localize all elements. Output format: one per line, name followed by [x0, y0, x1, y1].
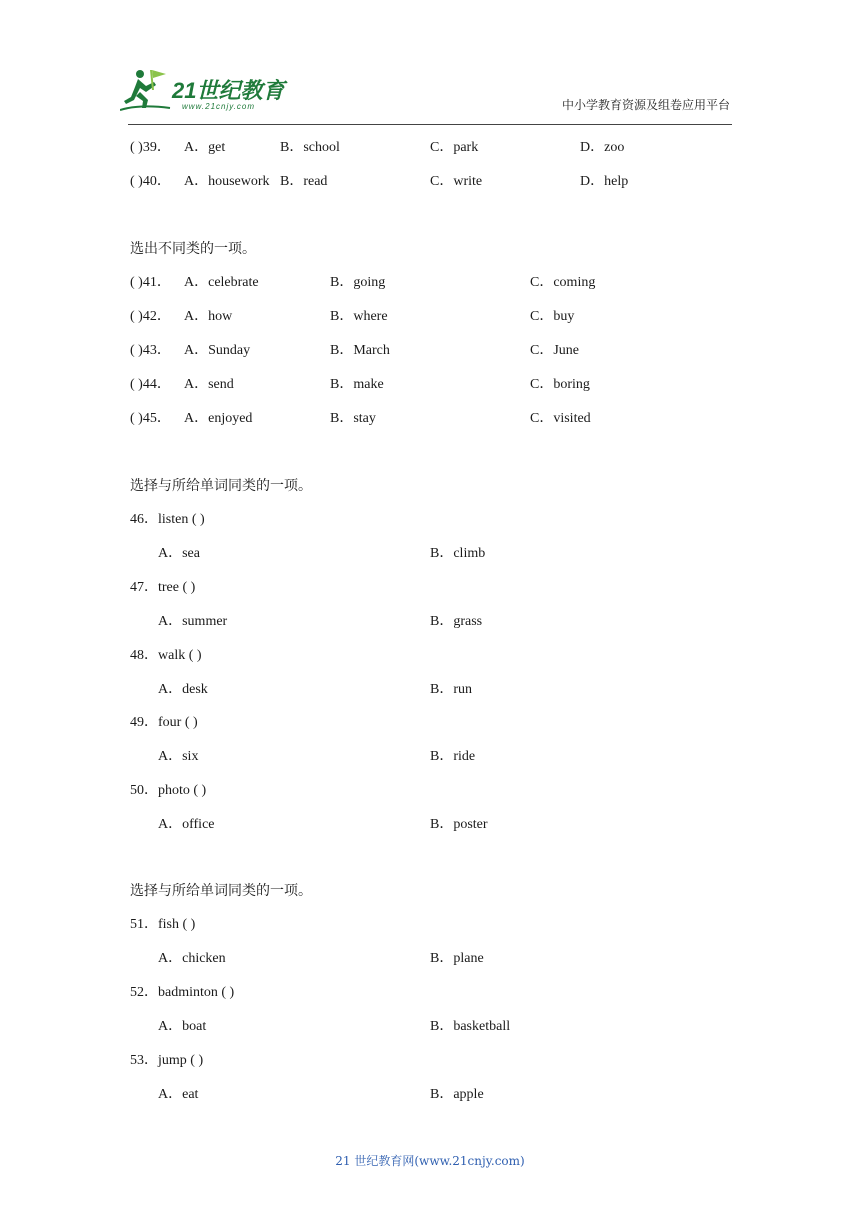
section-title-same-category: 选择与所给单词同类的一项。 — [130, 478, 312, 494]
option-b[interactable]: B．March — [330, 343, 390, 358]
option-c[interactable]: C．visited — [530, 411, 591, 426]
question-text: 49．four ( ) — [130, 715, 198, 730]
option-b[interactable]: B．make — [330, 377, 384, 392]
question-48 — [0, 646, 860, 666]
option-b[interactable]: B．grass — [430, 614, 483, 629]
question-number: ( )42． — [130, 309, 171, 324]
option-a[interactable]: A．desk — [158, 682, 208, 697]
header-tagline: 中小学教育资源及组卷应用平台 — [561, 98, 730, 112]
option-b[interactable]: B．going — [330, 275, 386, 290]
option-a[interactable]: A．boat — [158, 1019, 207, 1034]
logo-url: www.21cnjy.com — [182, 102, 255, 111]
question-text: 46．listen ( ) — [130, 512, 205, 527]
option-d[interactable]: D．help — [580, 174, 629, 189]
question-row-40 — [0, 172, 860, 192]
options-53 — [0, 1085, 860, 1105]
question-row-44 — [0, 375, 860, 395]
option-b[interactable]: B．climb — [430, 546, 486, 561]
option-b[interactable]: B．ride — [430, 749, 476, 764]
option-a[interactable]: A．housework — [184, 174, 270, 189]
page-footer[interactable]: 21 世纪教育网(www.21cnjy.com) — [335, 1154, 525, 1168]
option-a[interactable]: A．enjoyed — [184, 411, 253, 426]
option-a[interactable]: A．sea — [158, 546, 200, 561]
question-text: 48．walk ( ) — [130, 648, 202, 663]
option-b[interactable]: B．read — [280, 174, 328, 189]
question-51 — [0, 915, 860, 935]
question-text: 47．tree ( ) — [130, 580, 196, 595]
option-b[interactable]: B．plane — [430, 951, 484, 966]
option-a[interactable]: A．six — [158, 749, 199, 764]
question-number: ( )40． — [130, 174, 171, 189]
option-b[interactable]: B．basketball — [430, 1019, 511, 1034]
question-text: 51．fish ( ) — [130, 917, 196, 932]
option-a[interactable]: A．office — [158, 817, 215, 832]
question-47 — [0, 578, 860, 598]
question-row-39 — [0, 138, 860, 158]
option-a[interactable]: A．how — [184, 309, 233, 324]
header-divider — [128, 124, 732, 125]
logo-text: 21世纪教育 — [172, 78, 285, 103]
question-number: ( )44． — [130, 377, 171, 392]
question-text: 52．badminton ( ) — [130, 985, 235, 1000]
option-b[interactable]: B．school — [280, 140, 340, 155]
options-46 — [0, 544, 860, 564]
question-number: ( )39． — [130, 140, 171, 155]
question-row-42 — [0, 307, 860, 327]
options-47 — [0, 612, 860, 632]
question-text: 53．jump ( ) — [130, 1053, 204, 1068]
page-header — [0, 0, 860, 130]
option-c[interactable]: C．June — [530, 343, 579, 358]
question-52 — [0, 983, 860, 1003]
option-b[interactable]: B．where — [330, 309, 388, 324]
options-52 — [0, 1017, 860, 1037]
question-46 — [0, 510, 860, 530]
options-50 — [0, 815, 860, 835]
question-row-43 — [0, 341, 860, 361]
section-title-odd-one-out: 选出不同类的一项。 — [130, 241, 256, 257]
question-row-41 — [0, 273, 860, 293]
option-a[interactable]: A．Sunday — [184, 343, 251, 358]
question-text: 50．photo ( ) — [130, 783, 207, 798]
question-50 — [0, 781, 860, 801]
question-53 — [0, 1051, 860, 1071]
option-a[interactable]: A．chicken — [158, 951, 226, 966]
option-b[interactable]: B．stay — [330, 411, 376, 426]
question-number: ( )45． — [130, 411, 171, 426]
option-b[interactable]: B．apple — [430, 1087, 484, 1102]
option-a[interactable]: A．get — [184, 140, 226, 155]
question-number: ( )43． — [130, 343, 171, 358]
section-title-same-category-2: 选择与所给单词同类的一项。 — [130, 883, 312, 899]
option-d[interactable]: D．zoo — [580, 140, 625, 155]
option-b[interactable]: B．run — [430, 682, 472, 697]
option-c[interactable]: C．write — [430, 174, 483, 189]
option-b[interactable]: B．poster — [430, 817, 488, 832]
question-number: ( )41． — [130, 275, 171, 290]
options-49 — [0, 747, 860, 767]
option-c[interactable]: C．coming — [530, 275, 596, 290]
option-a[interactable]: A．celebrate — [184, 275, 259, 290]
question-row-45 — [0, 409, 860, 429]
runner-flag-icon — [120, 66, 176, 114]
site-logo[interactable] — [120, 66, 300, 116]
option-c[interactable]: C．park — [430, 140, 479, 155]
options-51 — [0, 949, 860, 969]
option-a[interactable]: A．send — [184, 377, 234, 392]
options-48 — [0, 680, 860, 700]
option-a[interactable]: A．eat — [158, 1087, 199, 1102]
question-49 — [0, 713, 860, 733]
option-c[interactable]: C．buy — [530, 309, 575, 324]
option-c[interactable]: C．boring — [530, 377, 590, 392]
option-a[interactable]: A．summer — [158, 614, 228, 629]
